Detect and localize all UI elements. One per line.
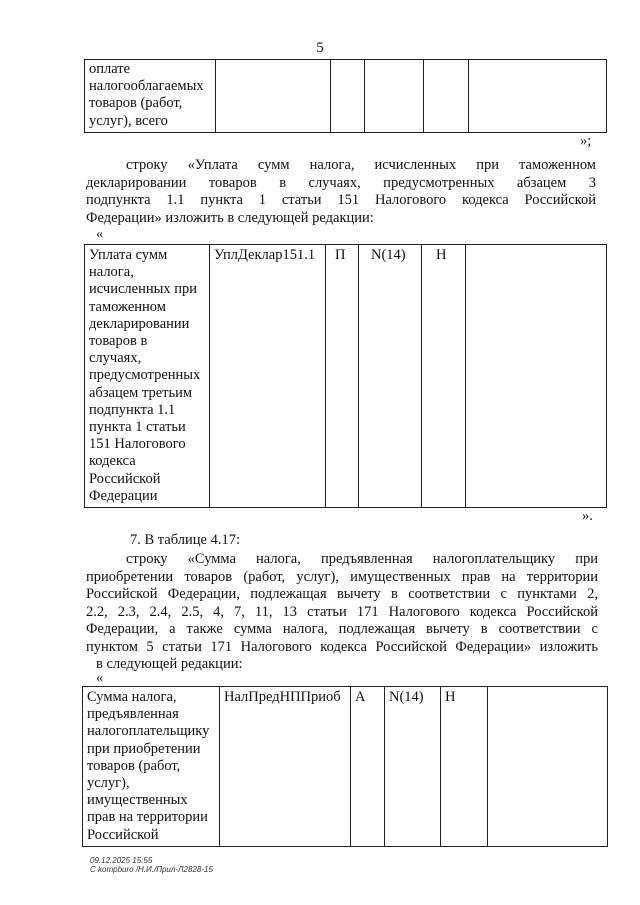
name-line: налога, (89, 264, 134, 281)
table-1-required-cell: Н (422, 245, 466, 508)
table-top-type-cell (331, 60, 365, 133)
name-line: кодекса (89, 453, 136, 470)
name-line: предусмотренных (89, 367, 201, 384)
name-line: товаров в (89, 333, 148, 350)
paragraph-1 (86, 157, 596, 227)
table-2-extra-cell (488, 687, 608, 847)
table-2-code-cell: НалПредНППриоб (220, 687, 351, 847)
name-line: Российской (89, 470, 161, 487)
name-line: товаров (работ, (89, 95, 183, 112)
footer-stamp (90, 856, 213, 874)
name-line: Федерации (89, 487, 158, 504)
name-line: услуг), (87, 775, 130, 792)
opening-quote-1: « (96, 226, 104, 242)
paragraph-1-line: Федерации» изложить в следующей редакции: (86, 209, 374, 226)
footer-date: 09.12.2025 15:55 (90, 856, 153, 865)
table-top-name-cell (85, 60, 216, 133)
paragraph-2-line: Российской Федерации, подлежащая вычету в соответствии с пунктами 2, (86, 586, 598, 602)
paragraph-2 (86, 551, 598, 674)
name-line: оплате (89, 61, 131, 77)
table-1-code-cell: УплДеклар151.1 (210, 245, 326, 508)
table-1 (84, 244, 607, 508)
table-2-name-cell (83, 687, 220, 847)
name-line: абзацем третьим (89, 384, 193, 401)
name-line: Сумма налога, (87, 689, 177, 705)
name-line: 151 Налогового (89, 436, 186, 453)
name-line: налогооблагаемых (89, 78, 204, 95)
paragraph-2-line: строку «Сумма налога, предъявленная налогоплательщику при (126, 551, 598, 567)
name-line: декларировании (89, 315, 190, 332)
table-2-type-cell: А (351, 687, 385, 847)
section-7-heading: 7. В таблице 4.17: (130, 532, 240, 548)
name-line: подпункта 1.1 (89, 401, 176, 418)
paragraph-1-line: подпункта 1.1 пункта 1 статьи 151 Налогового кодекса Российской (86, 192, 596, 208)
table-1-extra-cell (466, 245, 607, 508)
footer-ref: С kompburo /Н.И./Прил-Л2828-15 (90, 865, 213, 874)
table-2-format-cell: N(14) (385, 687, 441, 847)
table-2 (82, 686, 608, 847)
name-line: прав на территории (87, 809, 208, 826)
paragraph-2-line: Федерации, а также сумма налога, подлежащая вычету в соответствии с (86, 621, 598, 637)
opening-quote-2: « (96, 670, 104, 686)
name-line: налогоплательщику (87, 723, 210, 740)
paragraph-1-line: строку «Уплата сумм налога, исчисленных при таможенном (126, 157, 596, 173)
name-line: Уплата сумм (89, 247, 168, 263)
name-line: услуг), всего (89, 112, 168, 129)
name-line: пункта 1 статьи (89, 419, 186, 436)
paragraph-1-line: декларировании товаров в случаях, предусмотренных абзацем 3 (86, 174, 596, 191)
name-line: при приобретении (87, 740, 201, 757)
closing-quote-2: ». (582, 508, 593, 524)
table-2-required-cell: Н (441, 687, 488, 847)
table-1-name-cell (85, 245, 210, 508)
name-line: имущественных (87, 792, 188, 809)
table-top-code-cell (216, 60, 331, 133)
paragraph-2-line: приобретении товаров (работ, услуг), имущественных прав на территории (86, 568, 598, 585)
name-line: исчисленных при (89, 281, 197, 298)
table-1-format-cell: N(14) (359, 245, 422, 508)
name-line: предъявленная (87, 706, 179, 723)
name-line: случаях, (89, 350, 142, 367)
table-top-required-cell (424, 60, 469, 133)
paragraph-2-line: в следующей редакции: (96, 656, 243, 672)
table-top-extra-cell (469, 60, 607, 133)
name-line: Российской (87, 826, 159, 843)
table-fragment-top (84, 59, 607, 133)
table-1-type-cell: П (326, 245, 359, 508)
paragraph-2-line: 2.2, 2.3, 2.4, 2.5, 4, 7, 11, 13 статьи 171 Налогового кодекса Российской (86, 603, 598, 620)
paragraph-2-line: пунктом 5 статьи 171 Налогового кодекса Российской Федерации» изложить (86, 638, 598, 655)
table-top-format-cell (365, 60, 424, 133)
page-number: 5 (316, 40, 324, 56)
name-line: товаров (работ, (87, 757, 181, 774)
closing-quote-1: »; (580, 133, 592, 149)
name-line: таможенном (89, 298, 166, 315)
